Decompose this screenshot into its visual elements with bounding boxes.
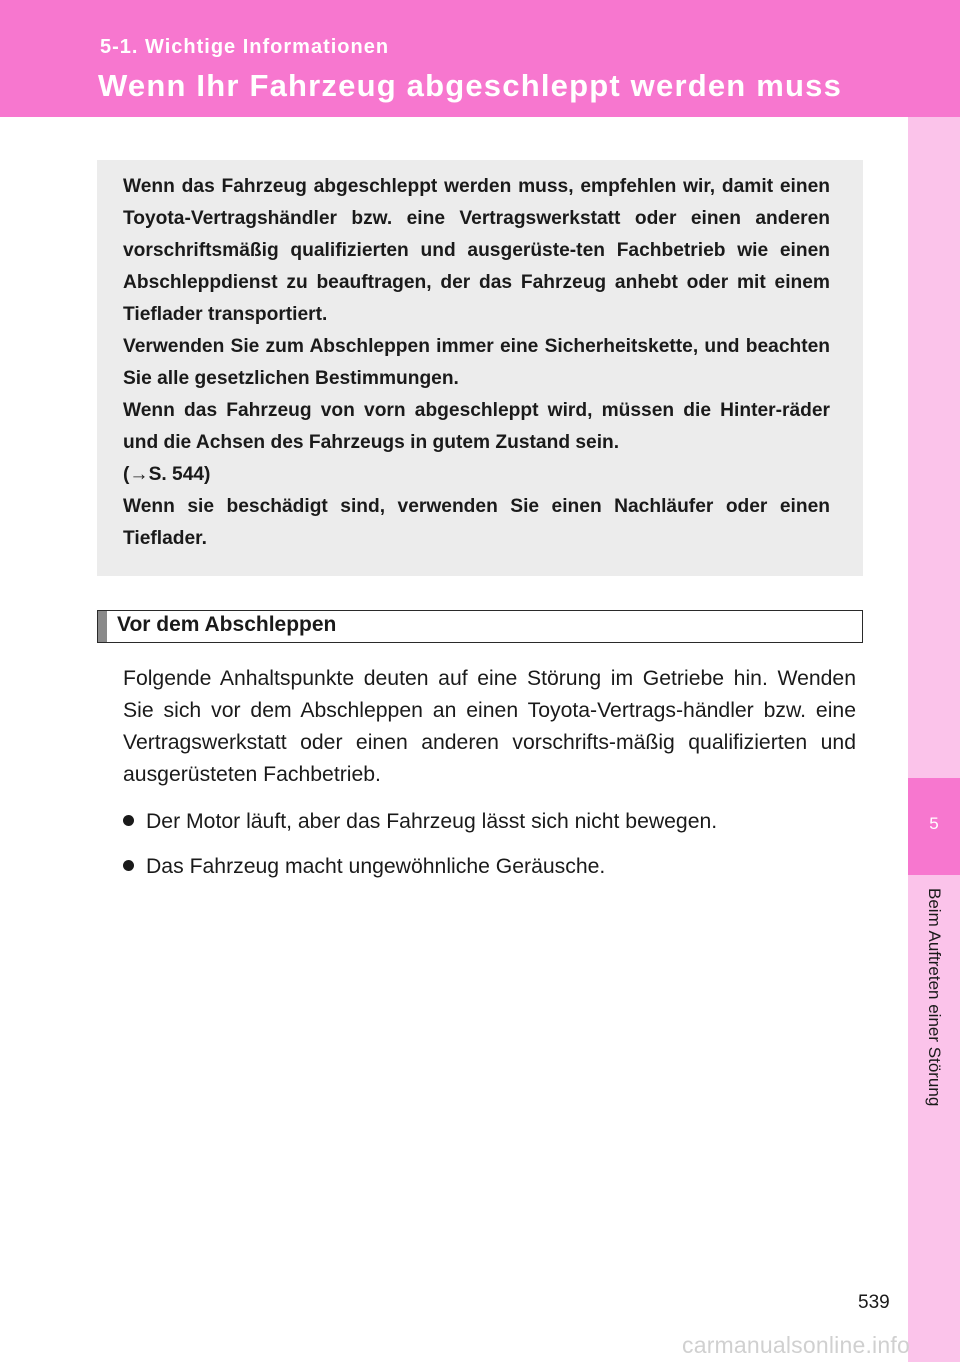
notice-paragraph: Wenn das Fahrzeug von vorn abgeschleppt wird, müssen die Hinter-räder und die Achsen des Fahrzeugs in gutem Zustand sein. (123, 400, 830, 453)
chapter-title-wrap (908, 888, 960, 1188)
bullet-icon (123, 860, 134, 871)
reference-text: S. 544) (148, 464, 211, 485)
notice-paragraph: Wenn sie beschädigt sind, verwenden Sie einen Nachläufer oder einen Tieflader. (123, 496, 830, 549)
page-number: 539 (858, 1292, 890, 1313)
chapter-tab[interactable] (908, 778, 960, 875)
list-item-text: Der Motor läuft, aber das Fahrzeug lässt sich nicht bewegen. (146, 810, 718, 833)
list-item (123, 851, 863, 883)
notice-text (123, 171, 830, 555)
section-heading-text: Vor dem Abschleppen (117, 613, 337, 636)
heading-accent-bar (98, 611, 107, 642)
page-reference[interactable] (123, 459, 830, 491)
arrow-right-icon: → (129, 464, 149, 485)
watermark: carmanualsonline.info (682, 1332, 910, 1358)
reference-open: ( (123, 464, 130, 485)
notice-paragraph: Wenn das Fahrzeug abgeschleppt werden muss, empfehlen wir, damit einen Toyota-Vertragshändler bzw. eine Vertragswerkstatt oder einen anderen vorschriftsmäßig qualifizierten und ausgerüste-ten Fachbetrieb wie einen Abschleppdienst zu beauftragen, der das Fahrzeug anhebt oder mit einem Tieflader transportiert. (123, 176, 830, 325)
list-item-text: Das Fahrzeug macht ungewöhnliche Geräusche. (146, 855, 606, 878)
notice-paragraph: Verwenden Sie zum Abschleppen immer eine Sicherheitskette, und beachten Sie alle gesetzlichen Bestimmungen. (123, 336, 830, 389)
chapter-title: Beim Auftreten einer Störung (925, 888, 944, 1107)
section-heading (97, 610, 863, 643)
chapter-number: 5 (929, 814, 939, 833)
page-header (0, 0, 960, 117)
notice-box (97, 160, 863, 576)
body-paragraph: Folgende Anhaltspunkte deuten auf eine Störung im Getriebe hin. Wenden Sie sich vor dem Abschleppen an einen Toyota-Vertrags-händler bzw. eine Vertragswerkstatt oder einen anderen vorschrifts-mäßig qualifizierten und ausgerüsteten Fachbetrieb. (123, 667, 856, 786)
section-label: 5-1. Wichtige Informationen (100, 36, 390, 58)
list-item (123, 806, 863, 838)
page-title: Wenn Ihr Fahrzeug abgeschleppt werden muss (98, 68, 843, 103)
bullet-icon (123, 815, 134, 826)
